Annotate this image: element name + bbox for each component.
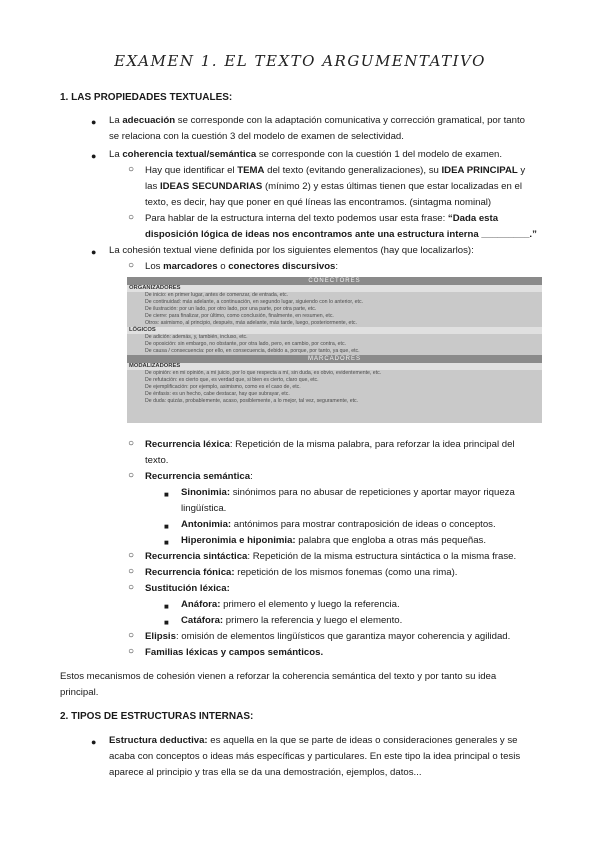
square-bullet-icon xyxy=(164,601,169,611)
term-ideas-secundarias: IDEAS SECUNDARIAS xyxy=(159,181,263,192)
term: Recurrencia sintáctica xyxy=(145,551,248,562)
table-section-logicos: LÓGICOS xyxy=(127,327,542,334)
table-row: De cierre: para finalizar, por último, como conclusión, finalmente, en resumen, etc. xyxy=(145,313,334,319)
table-section-organizadores: ORGANIZADORES xyxy=(127,285,542,292)
term: Catáfora: xyxy=(181,615,224,626)
anafora xyxy=(181,597,545,613)
circle-bullet-icon xyxy=(128,164,134,175)
text-run: del texto (evitando generalizaciones), su xyxy=(264,165,442,176)
sinonimia xyxy=(181,485,545,517)
table-row: De continuidad: más adelante, a continuación, en segundo lugar, siguiendo con lo anterior, etc. xyxy=(145,299,364,305)
text-run: palabra que engloba a otras más pequeñas. xyxy=(295,535,487,546)
document-title: EXAMEN 1. EL TEXTO ARGUMENTATIVO xyxy=(114,52,486,70)
text-run: o xyxy=(217,261,229,272)
section-1-heading: 1. LAS PROPIEDADES TEXTUALES: xyxy=(60,92,233,103)
term: Recurrencia fónica: xyxy=(145,567,235,578)
text-run: antónimos para mostrar contraposición de ideas o conceptos. xyxy=(231,519,496,530)
hiperonimia xyxy=(181,533,545,549)
term: Recurrencia léxica xyxy=(145,439,230,450)
term: Sustitución léxica: xyxy=(145,583,230,594)
table-row: De adición: además, y, también, incluso, etc. xyxy=(145,334,248,340)
text-run: primero la referencia y luego el elemento. xyxy=(223,615,403,626)
table-row: De duda: quizás, probablemente, acaso, posiblemente, a lo mejor, tal vez, seguramente, etc. xyxy=(145,398,359,404)
circle-bullet-icon xyxy=(128,212,134,223)
coherencia-sub1 xyxy=(145,163,545,211)
text-run: y xyxy=(517,165,526,176)
term: Estructura deductiva: xyxy=(109,735,208,746)
text-run: las xyxy=(145,181,160,192)
connectors-table xyxy=(127,277,542,423)
table-section-modalizadores: MODALIZADORES xyxy=(127,363,542,370)
text-run: : xyxy=(250,471,253,482)
term-marcadores: marcadores xyxy=(163,261,218,272)
recurrencia-sintactica xyxy=(145,549,545,565)
text-run: primero el elemento y luego la referencia. xyxy=(220,599,400,610)
square-bullet-icon xyxy=(164,489,169,499)
table-row: De refutación: es cierto que, es verdad que, si bien es cierto, claro que, etc. xyxy=(145,377,319,383)
term: Familias léxicas y campos semánticos. xyxy=(145,647,324,658)
text-run: Estos mecanismos de cohesión vienen a reforzar la coherencia semántica del texto y por tanto su idea xyxy=(60,671,497,682)
closing-paragraph xyxy=(60,669,545,701)
square-bullet-icon xyxy=(164,617,169,627)
circle-bullet-icon xyxy=(128,630,134,641)
marcadores-line xyxy=(145,259,545,275)
text-run: “Dada esta xyxy=(447,213,499,224)
term: Recurrencia semántica xyxy=(145,471,251,482)
text-run: sinónimos para no abusar de repeticiones y aportar mayor riqueza xyxy=(230,487,515,498)
table-band-marcadores: MARCADORES xyxy=(127,355,542,363)
term-idea-principal: IDEA PRINCIPAL xyxy=(441,165,518,176)
term: Elipsis xyxy=(145,631,176,642)
elipsis xyxy=(145,629,545,645)
catafora xyxy=(181,613,545,629)
circle-bullet-icon xyxy=(128,582,134,593)
term-coherencia: coherencia textual/semántica xyxy=(122,149,257,160)
text-run: es aquella en la que se parte de ideas o consideraciones generales y se xyxy=(207,735,518,746)
square-bullet-icon xyxy=(164,521,169,531)
term: Anáfora: xyxy=(181,599,221,610)
adecuacion-paragraph xyxy=(109,113,545,145)
recurrencia-fonica xyxy=(145,565,545,581)
circle-bullet-icon xyxy=(128,646,134,657)
table-row: De opinión: en mi opinión, a mi juicio, por lo que respecta a mí, sin duda, es obvio, evidentemente, etc. xyxy=(145,370,382,376)
text-run: La xyxy=(109,149,123,160)
text-run: aparece al principio y tras ella se da una demostración, ejemplos, datos... xyxy=(109,767,422,778)
estructura-deductiva xyxy=(109,733,545,781)
section-2-heading: 2. TIPOS DE ESTRUCTURAS INTERNAS: xyxy=(60,711,254,722)
circle-bullet-icon xyxy=(128,470,134,481)
coherencia-sub2 xyxy=(145,211,545,243)
circle-bullet-icon xyxy=(128,438,134,449)
familias-lexicas xyxy=(145,645,545,661)
text-run: principal. xyxy=(60,687,99,698)
text-run: Hay que identificar el xyxy=(145,165,238,176)
text-run: La xyxy=(109,115,123,126)
text-run: Los xyxy=(145,261,164,272)
circle-bullet-icon xyxy=(128,260,134,271)
bullet-icon xyxy=(91,247,96,257)
antonimia xyxy=(181,517,545,533)
term-conectores: conectores discursivos xyxy=(228,261,336,272)
text-run: texto, es decir, hay que poner en qué líneas las encontramos. (sintagma nominal) xyxy=(145,197,492,208)
text-run: lingüística. xyxy=(181,503,227,514)
text-run: : xyxy=(335,261,339,272)
table-row: De énfasis: es un hecho, cabe destacar, hay que subrayar, etc. xyxy=(145,391,290,397)
text-run: repetición de los mismos fonemas (como una rima). xyxy=(234,567,458,578)
circle-bullet-icon xyxy=(128,550,134,561)
table-row: Otros: asimismo, al principio, después, más adelante, más tarde, luego, posteriormente, etc. xyxy=(145,320,357,326)
text-run: : omisión de elementos lingüísticos que garantiza mayor coherencia y agilidad. xyxy=(175,631,511,642)
text-run: acaba con conceptos o ideas más específicas y particulares. En este tipo la idea principal o tesis xyxy=(109,751,521,762)
text-run: se corresponde con la adaptación comunicativa y corrección gramatical, por tanto xyxy=(175,115,525,126)
text-run: : Repetición de la misma palabra, para reforzar la idea principal del xyxy=(229,439,515,450)
text-run: Para hablar de la estructura interna del texto podemos usar esta frase: xyxy=(145,213,448,224)
term: Sinonimia: xyxy=(181,487,231,498)
table-row: De ejemplificación: por ejemplo, asimismo, como es el caso de, etc. xyxy=(145,384,301,390)
text-run: disposición lógica de ideas nos encontramos ante una estructura interna _________.” xyxy=(145,229,537,240)
table-row: De inicio: en primer lugar, antes de comenzar, de entrada, etc. xyxy=(145,292,289,298)
text-run: (mínimo 2) y estas últimas tienen que estar localizadas en el xyxy=(262,181,522,192)
recurrencia-semantica xyxy=(145,469,545,485)
text-run: se corresponde con la cuestión 1 del modelo de examen. xyxy=(256,149,503,160)
text-run: se relaciona con la cuestión 3 del modelo de examen de selectividad. xyxy=(109,131,404,142)
coherencia-paragraph xyxy=(109,147,545,163)
term-adecuacion: adecuación xyxy=(122,115,176,126)
term: Hiperonimia e hiponimia: xyxy=(181,535,296,546)
recurrencia-lexica xyxy=(145,437,545,469)
circle-bullet-icon xyxy=(128,566,134,577)
term-tema: TEMA xyxy=(237,165,265,176)
square-bullet-icon xyxy=(164,537,169,547)
bullet-icon xyxy=(91,151,96,161)
table-row: De causa / consecuencia: por ello, en consecuencia, debido a, porque, por tanto, ya que, etc. xyxy=(145,348,360,354)
term: Antonimia: xyxy=(181,519,232,530)
sustitucion-lexica xyxy=(145,581,545,597)
bullet-icon xyxy=(91,737,96,747)
text-run: texto. xyxy=(145,455,169,466)
bullet-icon xyxy=(91,117,96,127)
table-title: CONECTORES xyxy=(127,277,542,285)
table-row: De oposición: sin embargo, no obstante, por otra lado, pero, en cambio, por contra, etc. xyxy=(145,341,346,347)
table-row: De ilustración: por un lado, por otro lado, por una parte, por otra parte, etc. xyxy=(145,306,317,312)
text-run: : Repetición de la misma estructura sintáctica o la misma frase. xyxy=(247,551,517,562)
cohesion-intro: La cohesión textual viene definida por los siguientes elementos (hay que localizarlos): xyxy=(109,245,474,256)
